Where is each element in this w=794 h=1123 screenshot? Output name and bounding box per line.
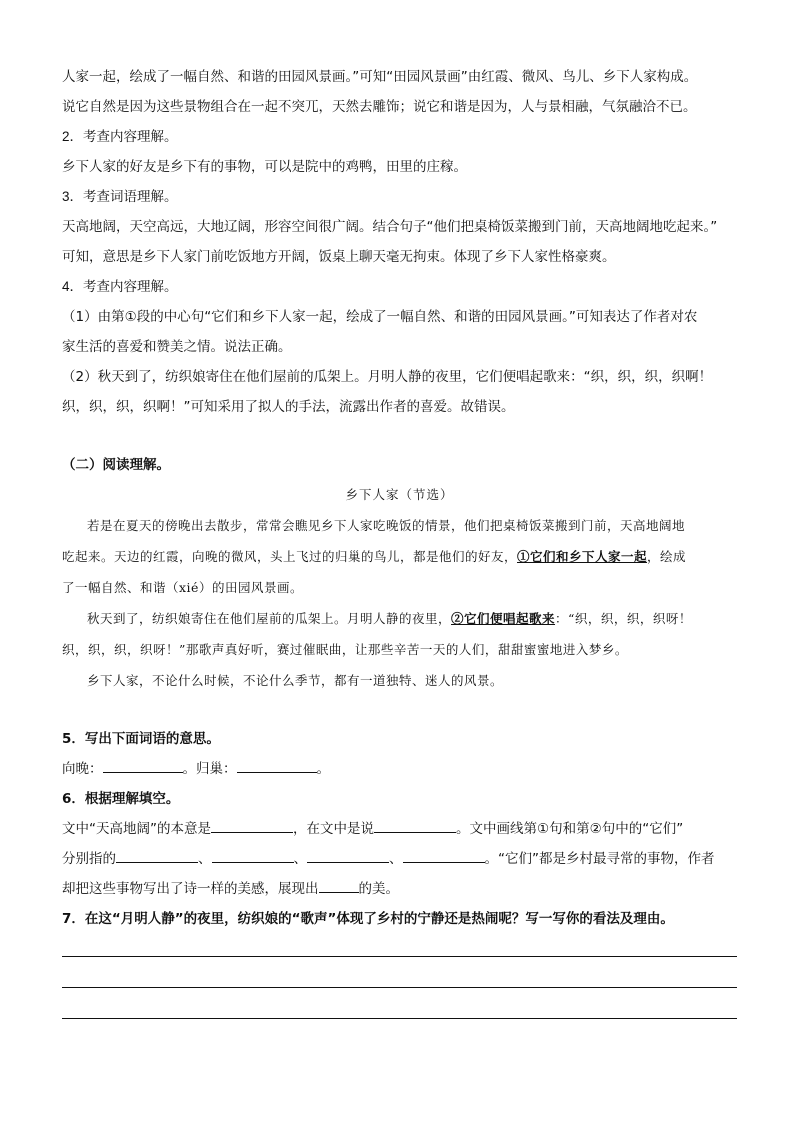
label: 文中“天高地阔”的本意是 <box>62 821 211 837</box>
answer-blank[interactable] <box>237 758 317 773</box>
label: 分别指的 <box>62 851 116 867</box>
analysis-heading-2: 2．考查内容理解。 <box>62 129 178 144</box>
question-6-line-1 <box>62 814 737 844</box>
analysis-line-9: 织，织，织，织啊！”可知采用了拟人的手法，流露出作者的喜爱。故错误。 <box>62 399 515 415</box>
passage-text: ：“织，织，织，织呀！ <box>555 611 692 626</box>
passage-line: 若是在夏天的傍晚出去散步，常常会瞧见乡下人家吃晚饭的情景，他们把桌椅饭菜搬到门前，天高地阔地 <box>87 518 686 533</box>
question-5: 5．写出下面词语的意思。 <box>62 731 220 747</box>
question-7: 7．在这“月明人静”的夜里，纺织娘的“歌声”体现了乡村的宁静还是热闹呢？写一写你的看法及理由。 <box>62 911 674 927</box>
label: 。归巢： <box>182 761 237 777</box>
questions-section <box>62 724 737 1019</box>
question-6-line-3 <box>62 874 737 904</box>
question-6: 6．根据理解填空。 <box>62 791 180 807</box>
separator: 、 <box>198 851 212 867</box>
question-5-blanks <box>62 754 737 784</box>
separator: 、 <box>293 851 307 867</box>
separator: 、 <box>389 851 403 867</box>
answer-blank[interactable] <box>307 848 389 863</box>
answer-line[interactable] <box>62 987 737 988</box>
analysis-line-6: （1）由第①段的中心句“它们和乡下人家一起，绘成了一幅自然、和谐的田园风景画。”可知表达了作者对农 <box>62 309 698 325</box>
analysis-heading-4: 4．考查内容理解。 <box>62 279 178 294</box>
analysis-section <box>62 62 737 422</box>
passage-line <box>62 541 737 572</box>
document-page <box>62 62 737 1019</box>
label: 。 <box>316 761 330 777</box>
answer-blank[interactable] <box>212 848 294 863</box>
answer-blank[interactable] <box>103 758 183 773</box>
section-heading: （二）阅读理解。 <box>62 457 170 473</box>
passage-line: 织，织，织，织呀！”那歌声真好听，赛过催眠曲，让那些辛苦一天的人们，甜甜蜜蜜地进入梦乡。 <box>62 642 628 657</box>
passage-text: 吃起来。天边的红霞，向晚的微风，头上飞过的归巢的鸟儿，都是他们的好友， <box>62 549 518 564</box>
label: 向晚： <box>62 761 103 777</box>
answer-blank[interactable] <box>374 818 456 833</box>
analysis-line-2: 说它自然是因为这些景物组合在一起不突兀，天然去雕饰；说它和谐是因为，人与景相融，气氛融洽不已。 <box>62 99 697 115</box>
answer-blank[interactable] <box>319 878 359 893</box>
reading-section <box>62 450 737 696</box>
question-6-line-2 <box>62 844 737 874</box>
analysis-line-3: 乡下人家的好友是乡下有的事物，可以是院中的鸡鸭，田里的庄稼。 <box>62 159 467 175</box>
passage-line: 了一幅自然、和谐（xié）的田园风景画。 <box>62 580 303 595</box>
label: ，在文中是说 <box>293 821 374 837</box>
passage-text: 秋天到了，纺织娘寄住在他们屋前的瓜架上。月明人静的夜里， <box>87 611 452 626</box>
underlined-sentence-2: ②它们便唱起歌来 <box>451 611 556 626</box>
answer-blank[interactable] <box>116 848 198 863</box>
underlined-sentence-1: ①它们和乡下人家一起 <box>517 549 648 564</box>
label: 却把这些事物写出了诗一样的美感，展现出 <box>62 881 319 897</box>
passage-line: 乡下人家，不论什么时候，不论什么季节，都有一道独特、迷人的风景。 <box>87 673 504 688</box>
answer-line[interactable] <box>62 1018 737 1019</box>
analysis-line-1: 人家一起，绘成了一幅自然、和谐的田园风景画。”可知“田园风景画”由红霞、微风、鸟儿、乡下人家构成。 <box>62 69 698 85</box>
analysis-line-5: 可知，意思是乡下人家门前吃饭地方开阔，饭桌上聊天毫无拘束。体现了乡下人家性格豪爽。 <box>62 249 616 265</box>
analysis-line-8: （2）秋天到了，纺织娘寄住在他们屋前的瓜架上。月明人静的夜里，它们便唱起歌来：“织，织，织，织啊！ <box>62 369 713 385</box>
answer-blank[interactable] <box>403 848 485 863</box>
passage-line <box>62 603 737 634</box>
analysis-line-7: 家生活的喜爱和赞美之情。说法正确。 <box>62 339 292 355</box>
passage-title: 乡下人家（节选） <box>345 487 454 502</box>
answer-blank[interactable] <box>211 818 293 833</box>
passage-text: ，绘成 <box>647 549 687 564</box>
answer-line[interactable] <box>62 956 737 957</box>
label: 的美。 <box>358 881 399 897</box>
analysis-line-4: 天高地阔，天空高远，大地辽阔，形容空间很广阔。结合句子“他们把桌椅饭菜搬到门前，天高地阔地吃起来。” <box>62 219 718 235</box>
label: 。“它们”都是乡村最寻常的事物，作者 <box>484 851 715 867</box>
analysis-heading-3: 3．考查词语理解。 <box>62 189 178 204</box>
label: 。文中画线第①句和第②句中的“它们” <box>456 821 684 837</box>
